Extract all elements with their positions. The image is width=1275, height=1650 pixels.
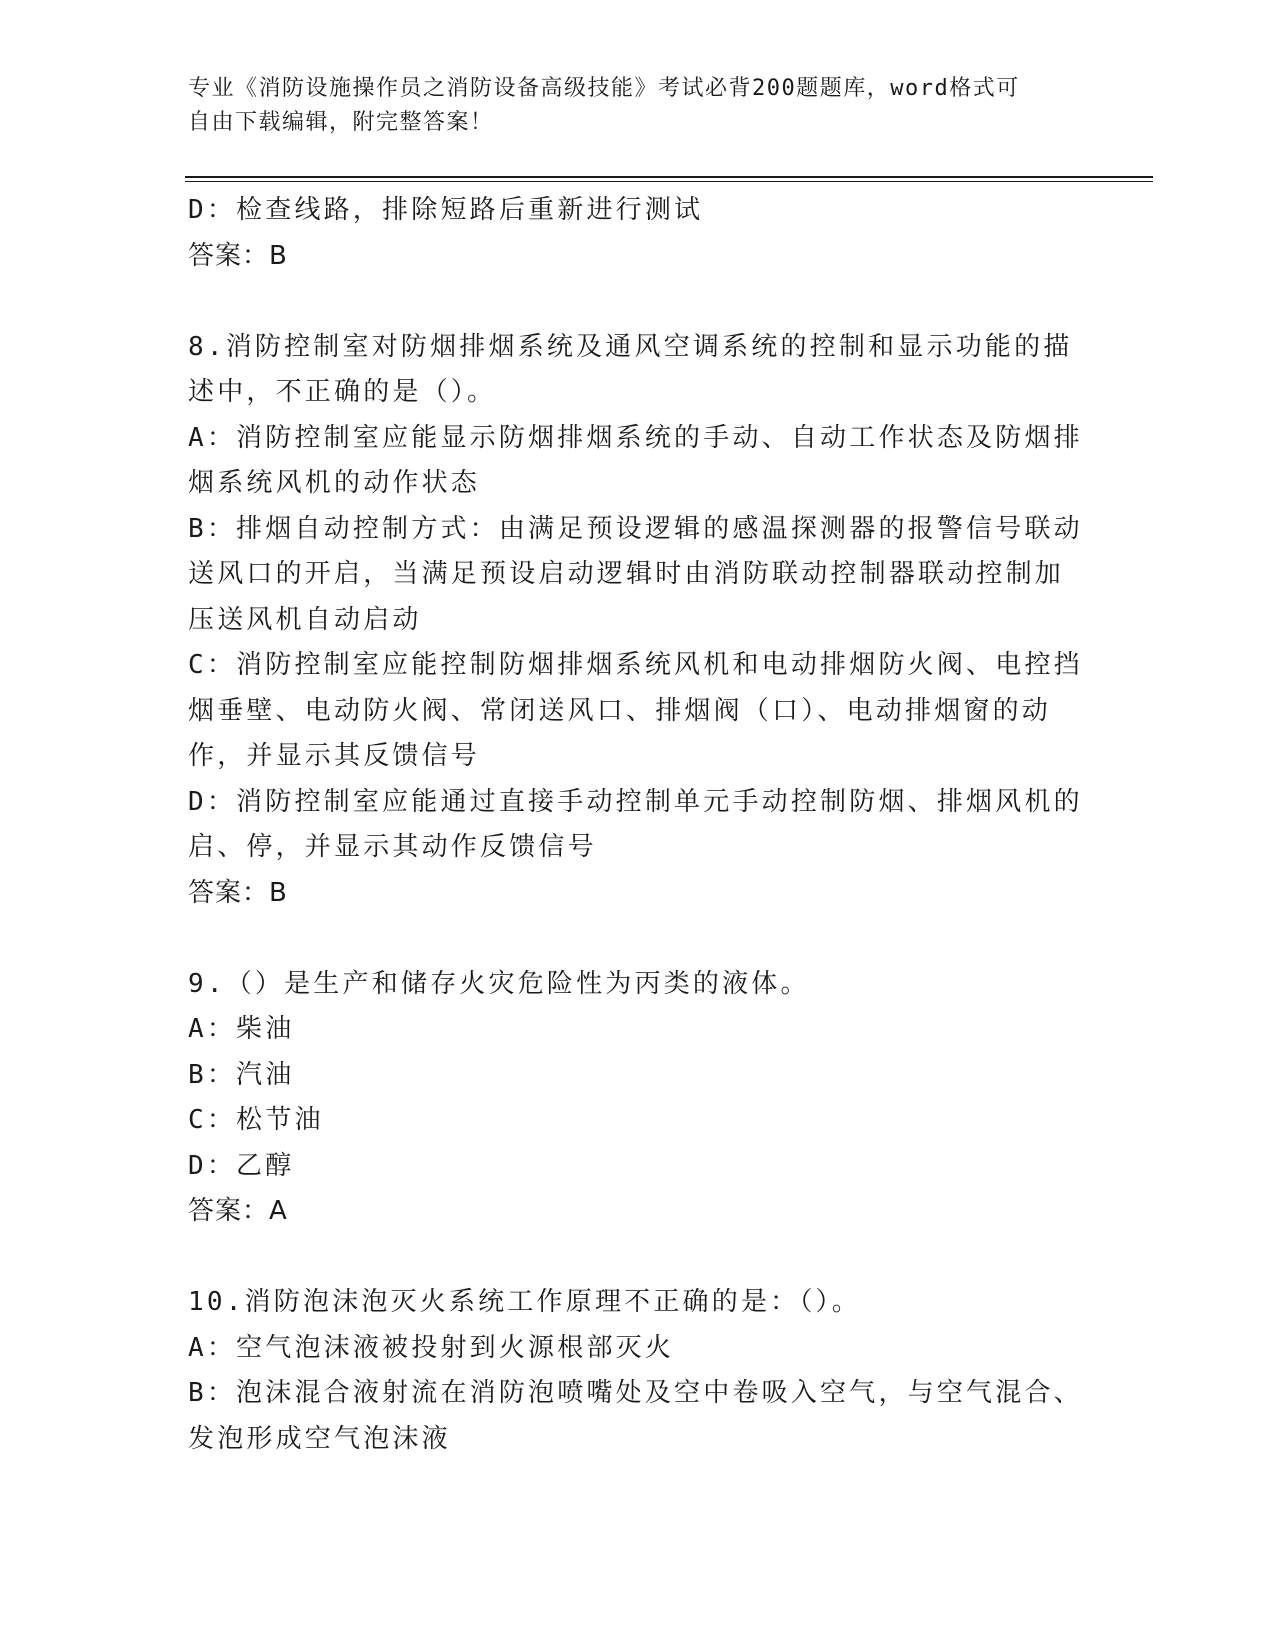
spacer xyxy=(188,916,1088,962)
document-body xyxy=(188,188,1088,1462)
question-7-tail xyxy=(188,188,1088,279)
option-c: C：松节油 xyxy=(188,1105,324,1135)
option-b: 发泡形成空气泡沫液 xyxy=(188,1423,451,1454)
header-divider-thick xyxy=(185,176,1153,178)
page-header xyxy=(188,72,1088,140)
option-c: 烟垂壁、电动防火阀、常闭送风口、排烟阀（口）、电动排烟窗的动 xyxy=(188,695,1052,726)
question-stem: 述中，不正确的是（）。 xyxy=(188,377,497,407)
header-line-2: 自由下载编辑，附完整答案！ xyxy=(188,110,494,135)
header-line-1: 专业《消防设施操作员之消防设备高级技能》考试必背200题题库，word格式可 xyxy=(188,76,1020,101)
option-d: D：消防控制室应能通过直接手动控制单元手动控制防烟、排烟风机的 xyxy=(188,786,1083,817)
option-b: B：排烟自动控制方式：由满足预设逻辑的感温探测器的报警信号联动 xyxy=(188,513,1083,544)
option-d: 启、停，并显示其动作反馈信号 xyxy=(188,832,597,862)
option-a: A：空气泡沫液被投射到火源根部灭火 xyxy=(188,1332,675,1363)
option-c: 作，并显示其反馈信号 xyxy=(188,741,481,771)
option-b: B：汽油 xyxy=(188,1059,295,1090)
answer-line: 答案：B xyxy=(188,240,288,271)
question-9 xyxy=(188,962,1088,1235)
answer-line: 答案：B xyxy=(188,877,288,908)
question-stem: 10.消防泡沫泡灭火系统工作原理不正确的是：（）。 xyxy=(188,1287,861,1317)
question-10 xyxy=(188,1280,1088,1462)
spacer xyxy=(188,1235,1088,1281)
option-a: A：消防控制室应能显示防烟排烟系统的手动、自动工作状态及防烟排 xyxy=(188,422,1083,453)
question-stem: 9.（）是生产和储存火灾危险性为丙类的液体。 xyxy=(188,968,810,999)
option-d: D：检查线路，排除短路后重新进行测试 xyxy=(188,195,704,225)
question-8 xyxy=(188,325,1088,917)
option-a: 烟系统风机的动作状态 xyxy=(188,468,481,498)
option-a: A：柴油 xyxy=(188,1014,295,1044)
option-d: D：乙醇 xyxy=(188,1150,295,1181)
option-b: 压送风机自动启动 xyxy=(188,604,422,635)
question-stem: 8.消防控制室对防烟排烟系统及通风空调系统的控制和显示功能的描 xyxy=(188,331,1073,362)
answer-line: 答案：A xyxy=(188,1196,288,1226)
spacer xyxy=(188,279,1088,325)
option-b: B：泡沫混合液射流在消防泡喷嘴处及空中卷吸入空气，与空气混合、 xyxy=(188,1378,1083,1408)
header-divider-thin xyxy=(185,181,1153,182)
option-c: C：消防控制室应能控制防烟排烟系统风机和电动排烟防火阀、电控挡 xyxy=(188,650,1083,680)
option-b: 送风口的开启，当满足预设启动逻辑时由消防联动控制器联动控制加 xyxy=(188,559,1065,589)
